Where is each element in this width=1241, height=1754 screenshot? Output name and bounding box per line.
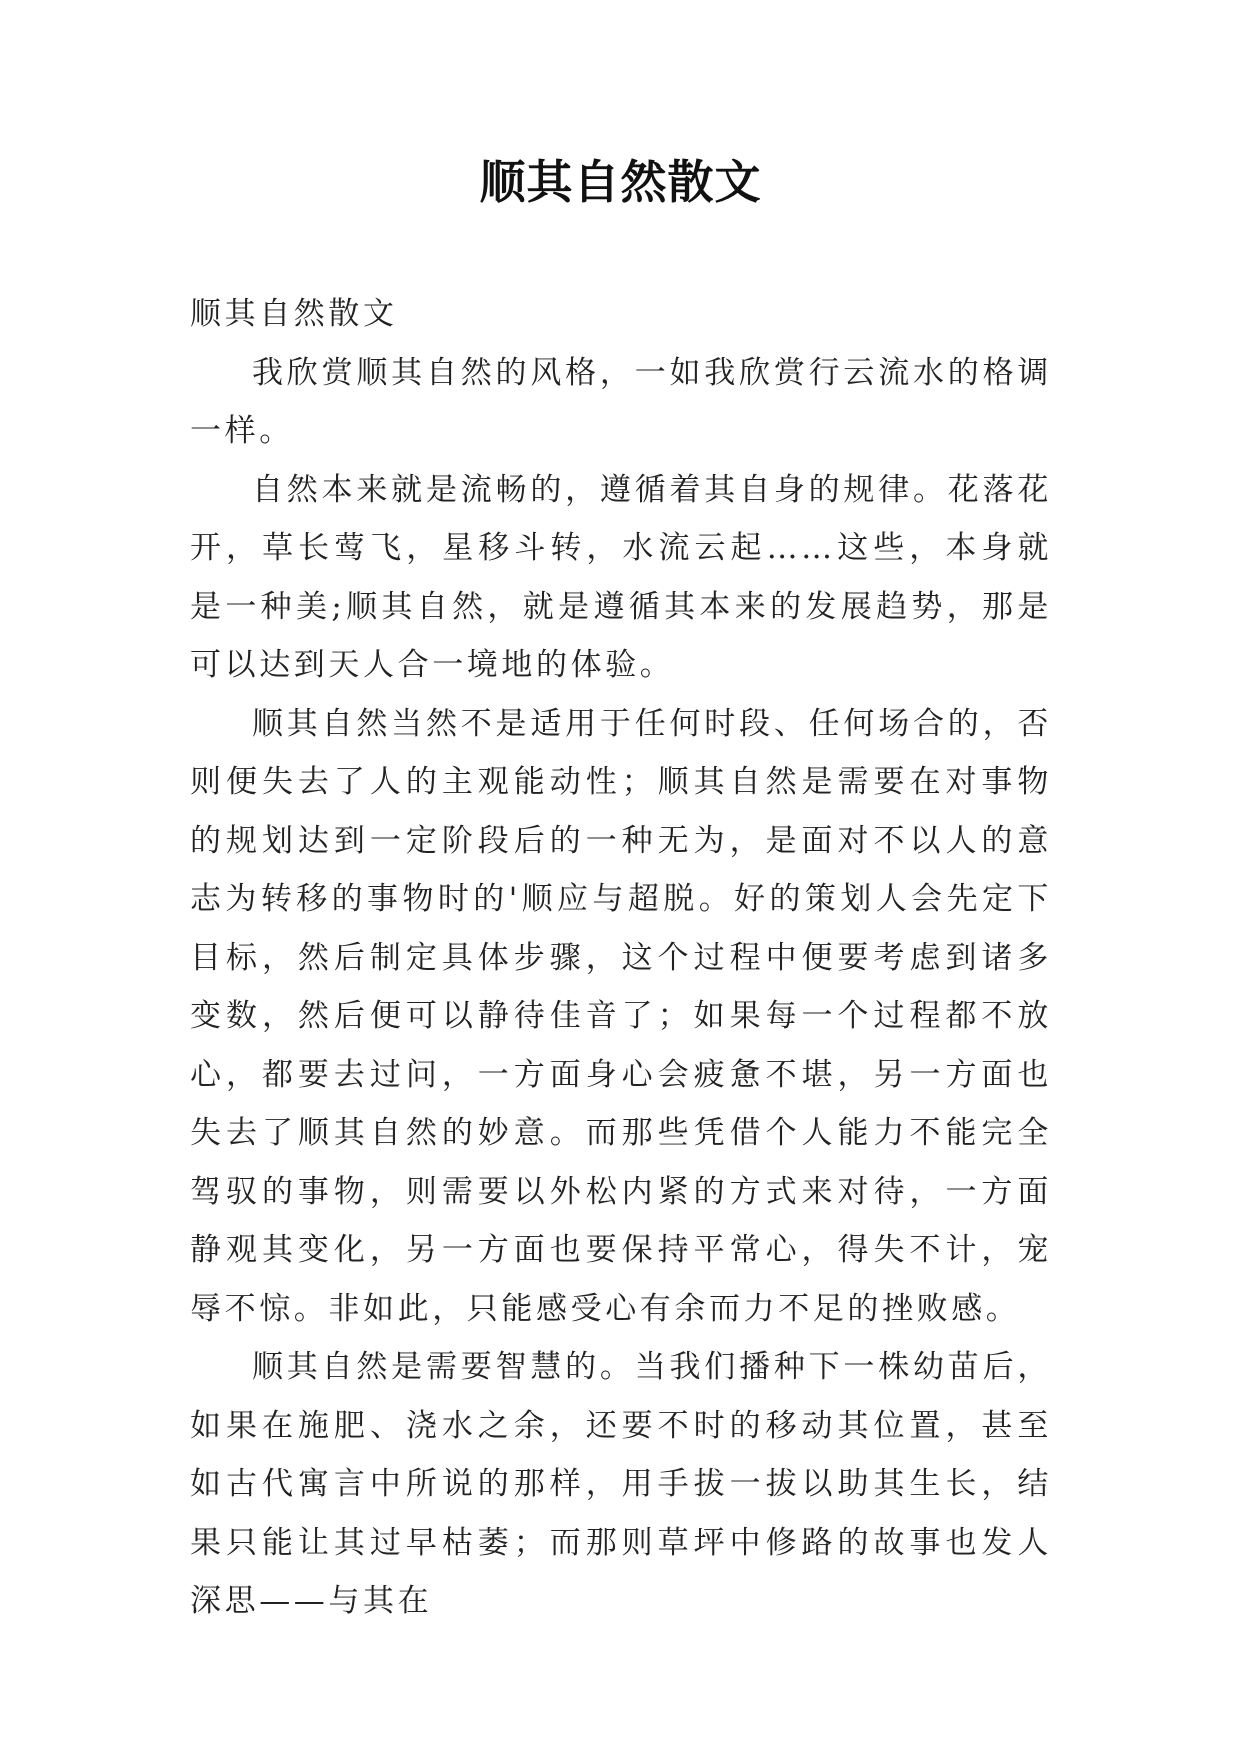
paragraph-3: 顺其自然当然不是适用于任何时段、任何场合的，否则便失去了人的主观能动性；顺其自然是需要在对事物的规划达到一定阶段后的一种无为，是面对不以人的意志为转移的事物时的'顺应与超脱。好的策划人会先定下目标，然后制定具体步骤，这个过程中便要考虑到诸多变数，然后便可以静待佳音了；如果每一个过程都不放心，都要去过问，一方面身心会疲惫不堪，另一方面也失去了顺其自然的妙意。而那些凭借个人能力不能完全驾驭的事物，则需要以外松内紧的方式来对待，一方面静观其变化，另一方面也要保持平常心，得失不计，宠辱不惊。非如此，只能感受心有余而力不足的挫败感。: [190, 705, 1052, 1327]
paragraph-4: 顺其自然是需要智慧的。当我们播种下一株幼苗后，如果在施肥、浇水之余，还要不时的移动其位置，甚至如古代寓言中所说的那样，用手拔一拔以助其生长，结果只能让其过早枯萎；而那则草坪中修路的故事也发人深思——与其在: [190, 1349, 1052, 1619]
document-title: 顺其自然散文: [479, 155, 762, 209]
document-body: [190, 285, 1052, 1631]
paragraph-1: 我欣赏顺其自然的风格，一如我欣赏行云流水的格调一样。: [190, 354, 1052, 449]
paragraph-2: 自然本来就是流畅的，遵循着其自身的规律。花落花开，草长莺飞，星移斗转，水流云起……这些，本身就是一种美;顺其自然，就是遵循其本来的发展趋势，那是可以达到天人合一境地的体验。: [190, 471, 1052, 683]
document-subtitle: 顺其自然散文: [190, 296, 398, 332]
